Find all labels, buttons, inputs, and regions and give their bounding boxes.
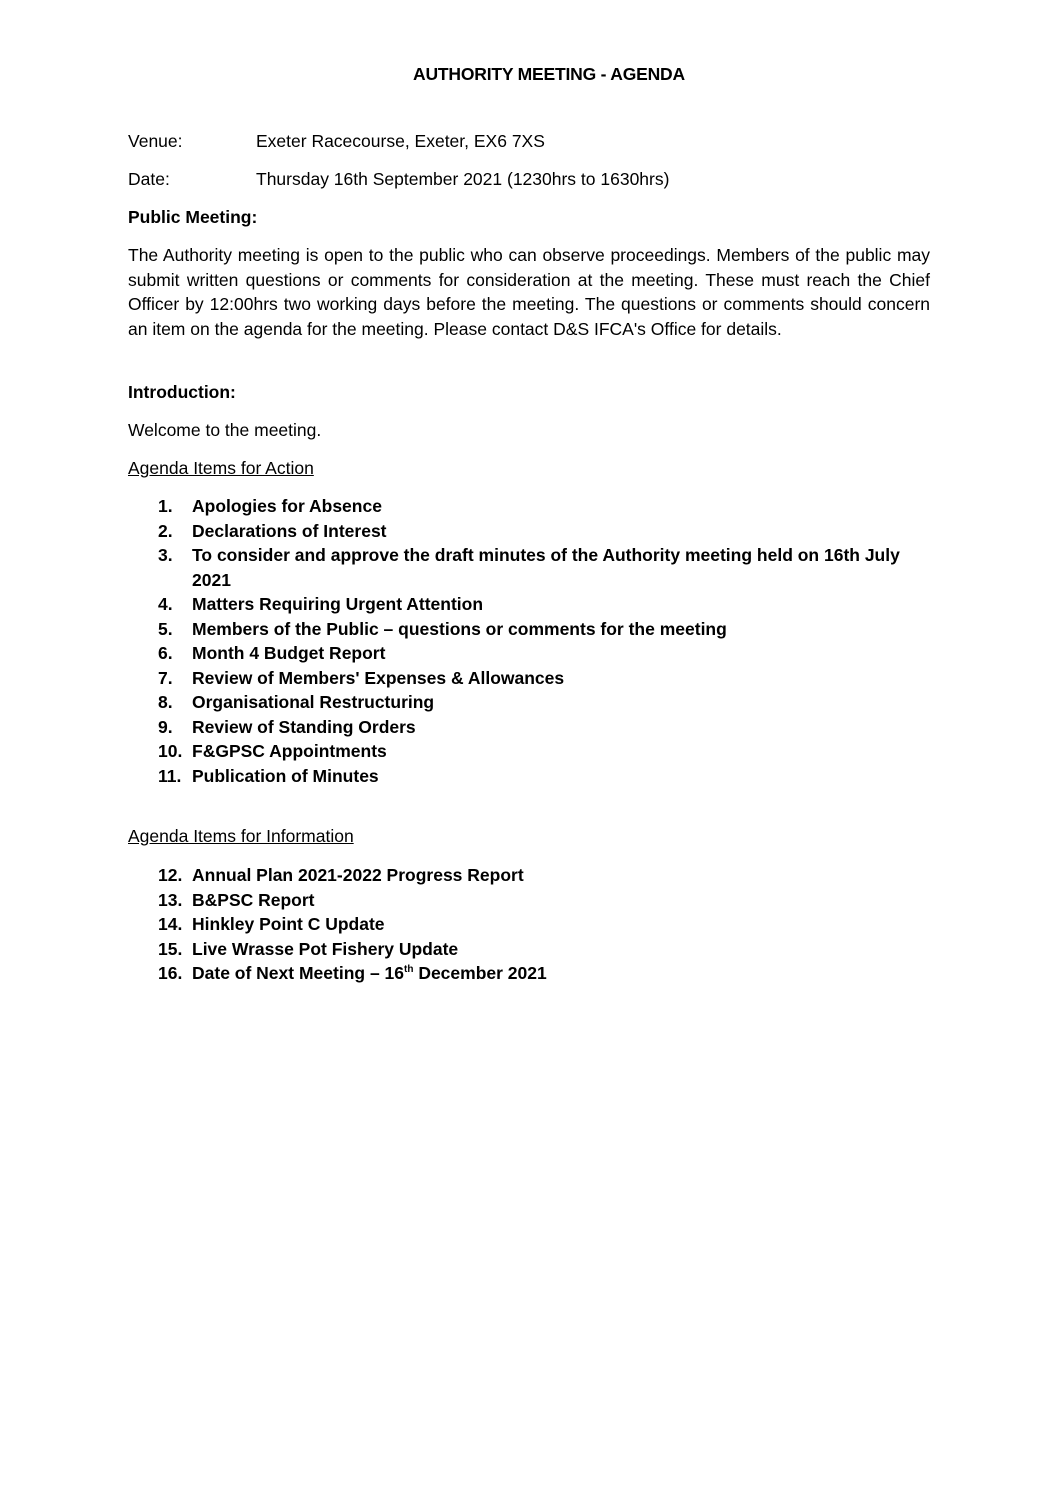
information-items-list <box>128 863 908 986</box>
item-number: 11. <box>158 765 182 786</box>
item-text: Hinkley Point C Update <box>192 914 385 934</box>
introduction-text: Welcome to the meeting. <box>128 420 322 440</box>
date-value: Thursday 16th September 2021 (1230hrs to 1630hrs) <box>256 169 670 189</box>
list-item <box>128 764 908 789</box>
list-item <box>128 937 908 962</box>
public-meeting-text: The Authority meeting is open to the public who can observe proceedings. Members of the public may submit written questions or comments for consideration at the meeting. These must reach the Chief Officer by 12:00hrs two working days before the meeting. The questions or comments should concern an item on the agenda for the meeting. Please contact D&S IFCA's Office for details. <box>128 245 930 339</box>
list-item <box>128 739 908 764</box>
date-label: Date: <box>128 169 170 189</box>
ordinal-suffix: th <box>404 964 414 976</box>
list-item <box>128 912 908 937</box>
public-meeting-heading: Public Meeting: <box>128 207 258 227</box>
list-item <box>128 888 908 913</box>
item-number: 3. <box>158 545 173 565</box>
item-number: 7. <box>158 667 173 688</box>
item-text: B&PSC Report <box>192 889 315 910</box>
item-text: Members of the Public – questions or comments for the meeting <box>192 618 727 639</box>
action-section-title[interactable]: Agenda Items for Action <box>128 458 314 478</box>
information-section-title[interactable]: Agenda Items for Information <box>128 826 354 846</box>
list-item <box>128 543 908 592</box>
item-text: Declarations of Interest <box>192 520 387 541</box>
item-text: Matters Requiring Urgent Attention <box>192 594 484 614</box>
list-item <box>128 494 908 519</box>
item-text: Annual Plan 2021-2022 Progress Report <box>192 865 524 885</box>
page-title: AUTHORITY MEETING - AGENDA <box>413 64 685 84</box>
item-text-after: December 2021 <box>413 963 547 983</box>
action-items-list <box>128 494 908 788</box>
list-item <box>128 863 908 888</box>
list-item <box>128 617 908 642</box>
item-number: 14. <box>158 914 183 934</box>
item-text: Review of Members' Expenses & Allowances <box>192 667 565 688</box>
item-number: 15. <box>158 938 183 959</box>
item-number: 10. <box>158 741 183 761</box>
list-item <box>128 592 908 617</box>
item-number: 13. <box>158 889 183 910</box>
list-item <box>128 641 908 666</box>
item-number: 9. <box>158 716 173 737</box>
item-text: Apologies for Absence <box>192 496 382 516</box>
item-number: 1. <box>158 496 173 516</box>
item-text: F&GPSC Appointments <box>192 741 387 761</box>
item-number: 12. <box>158 865 183 885</box>
item-text <box>192 961 908 986</box>
item-text-before: Date of Next Meeting – 16 <box>192 963 404 983</box>
item-text: Review of Standing Orders <box>192 716 416 737</box>
item-number: 2. <box>158 520 173 541</box>
item-text: Publication of Minutes <box>192 765 379 786</box>
item-number: 5. <box>158 618 173 639</box>
list-item <box>128 666 908 691</box>
item-text: Month 4 Budget Report <box>192 643 386 663</box>
list-item <box>128 715 908 740</box>
item-text: Organisational Restructuring <box>192 692 435 712</box>
item-number: 4. <box>158 594 173 614</box>
item-text: Live Wrasse Pot Fishery Update <box>192 938 459 959</box>
date-row <box>128 169 669 190</box>
list-item <box>128 961 908 986</box>
list-item <box>128 690 908 715</box>
item-number: 8. <box>158 692 173 712</box>
item-number: 6. <box>158 643 173 663</box>
item-number: 16. <box>158 963 183 983</box>
item-text: To consider and approve the draft minutes of the Authority meeting held on 16th July 2021 <box>192 545 900 590</box>
venue-value: Exeter Racecourse, Exeter, EX6 7XS <box>256 131 545 151</box>
venue-label: Venue: <box>128 131 183 151</box>
list-item <box>128 519 908 544</box>
venue-row <box>128 131 545 152</box>
introduction-heading: Introduction: <box>128 382 236 402</box>
